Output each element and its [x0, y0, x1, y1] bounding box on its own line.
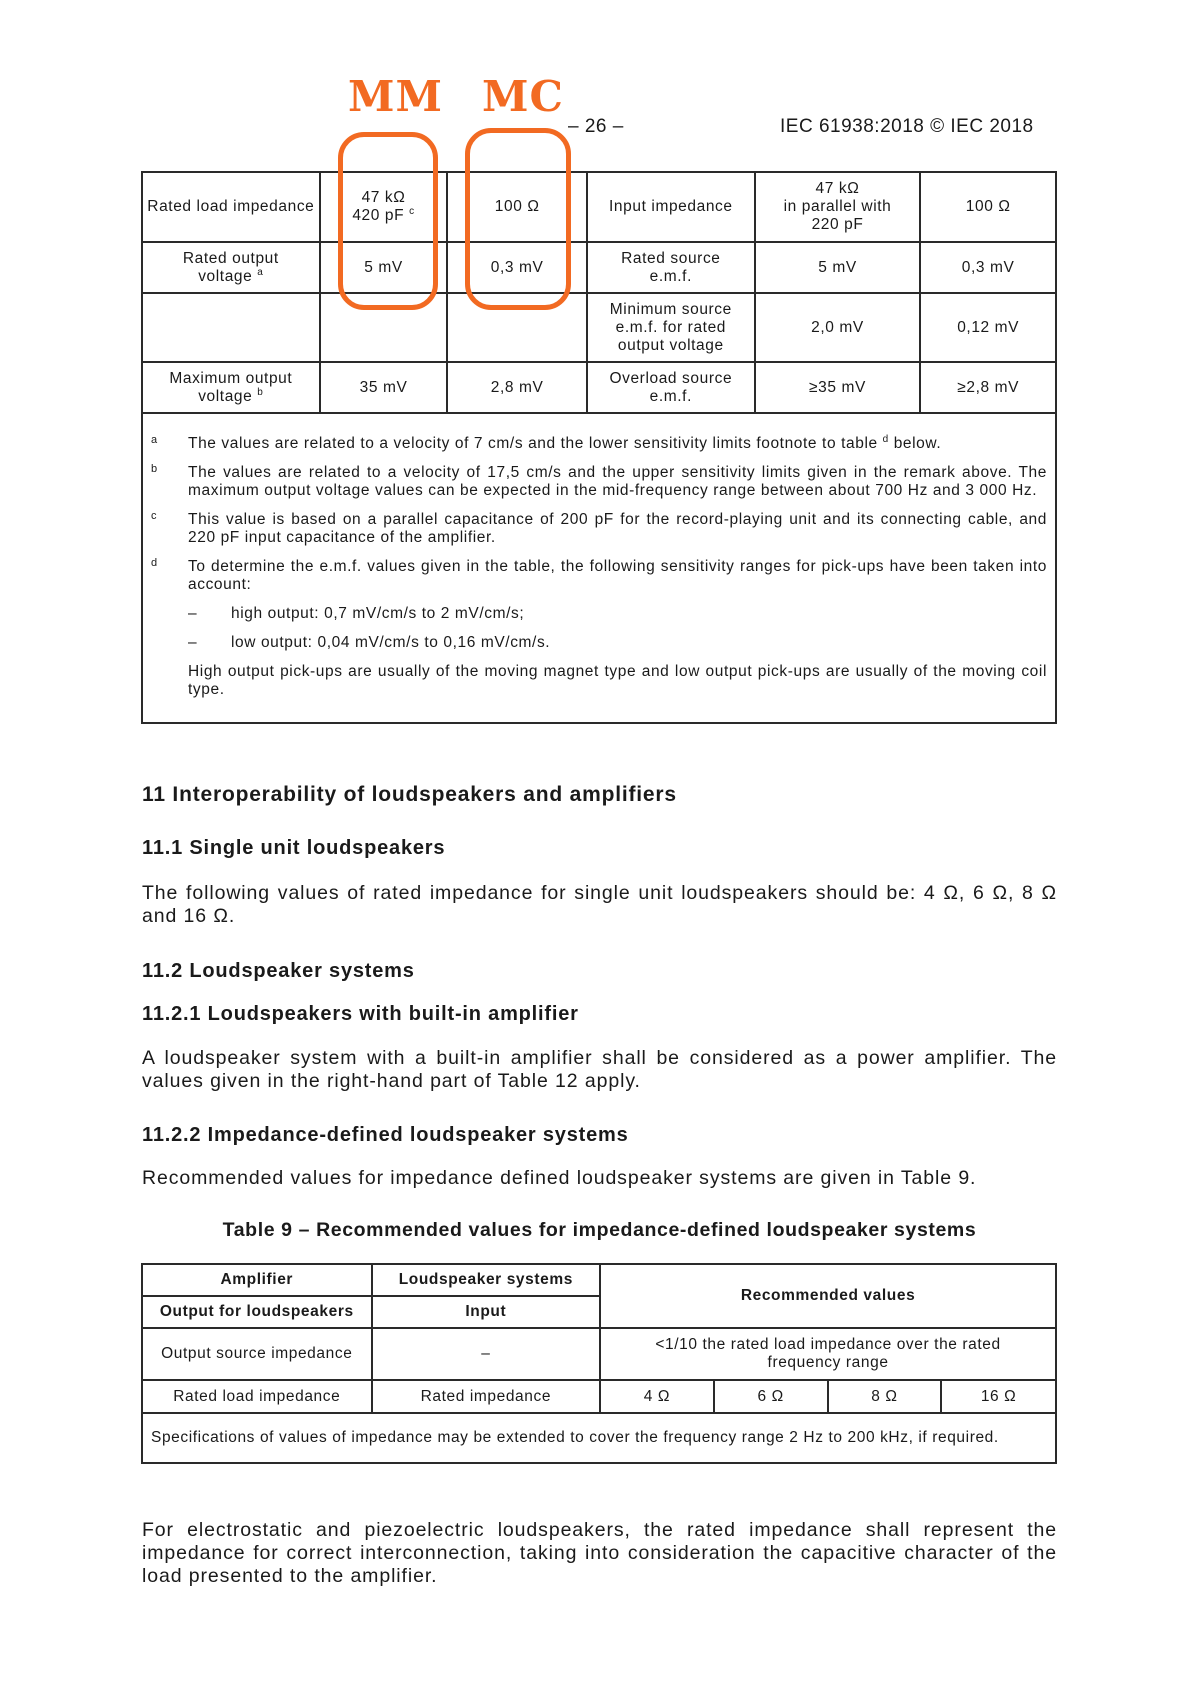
table-9-caption: Table 9 – Recommended values for impedance-defined loudspeaker systems	[222, 1219, 977, 1241]
mc-highlight-box	[465, 128, 571, 310]
table-row	[142, 1328, 1056, 1380]
cell: Maximum output voltage $^b$	[142, 362, 320, 413]
cell: 4 Ω	[600, 1380, 714, 1413]
footnote-d-item-high: – high output: 0,7 mV/cm/s to 2 mV/cm/s;	[188, 605, 525, 622]
cell: Rated source e.m.f.	[587, 242, 755, 293]
cell	[142, 293, 320, 362]
cell: 35 mV	[320, 362, 448, 413]
header-cell: Recommended values	[600, 1264, 1056, 1328]
cell: Rated load impedance	[142, 172, 320, 242]
section-11-2-1-heading: 11.2.1 Loudspeakers with built-in amplifier	[142, 1003, 579, 1025]
table-row	[142, 293, 1056, 362]
cell: 0,3 mV	[920, 242, 1056, 293]
cell: Overload source e.m.f.	[587, 362, 755, 413]
cell: Minimum source e.m.f. for rated output voltage	[587, 293, 755, 362]
footnote-c: c This value is based on a parallel capacitance of 200 pF for the record-playing unit and its connecting cable, and 220 pF input capacitance of the amplifier.	[151, 510, 1047, 546]
table-row	[142, 1264, 1056, 1296]
cell: ≥2,8 mV	[920, 362, 1056, 413]
cell: 2,8 mV	[447, 362, 587, 413]
cell: 5 mV	[320, 242, 448, 293]
table-12	[141, 171, 1057, 724]
cell: 8 Ω	[828, 1380, 942, 1413]
table-row	[142, 1413, 1056, 1463]
section-11-2-1-paragraph: A loudspeaker system with a built-in amplifier shall be considered as a power amplifier. The values given in the right-hand part of Table 12 apply.	[142, 1047, 1057, 1092]
cell: 100 Ω	[447, 172, 587, 242]
mc-annotation: MC	[482, 72, 564, 121]
cell: 5 mV	[755, 242, 921, 293]
mm-highlight-box	[338, 132, 438, 310]
cell: 47 kΩ in parallel with 220 pF	[755, 172, 921, 242]
table-9-footnote: Specifications of values of impedance may be extended to cover the frequency range 2 Hz to 200 kHz, if required.	[142, 1413, 1056, 1463]
cell: –	[372, 1328, 601, 1380]
table-row	[142, 242, 1056, 293]
standard-reference: IEC 61938:2018 © IEC 2018	[780, 116, 1034, 137]
table-row	[142, 1380, 1056, 1413]
closing-paragraph: For electrostatic and piezoelectric loudspeakers, the rated impedance shall represent the impedance for correct interconnection, taking into consideration the capacitive character of the load presented to the amplifier.	[142, 1519, 1057, 1587]
section-11-2-2-heading: 11.2.2 Impedance-defined loudspeaker systems	[142, 1124, 629, 1146]
header-cell: Loudspeaker systems	[372, 1264, 601, 1296]
cell: Rated output voltage $^a$	[142, 242, 320, 293]
section-11-heading: 11 Interoperability of loudspeakers and amplifiers	[142, 783, 677, 806]
header-cell: Amplifier	[142, 1264, 372, 1296]
section-11-1-paragraph: The following values of rated impedance for single unit loudspeakers should be: 4 Ω, 6 Ω, 8 Ω and 16 Ω.	[142, 882, 1057, 927]
cell: 100 Ω	[920, 172, 1056, 242]
table-row	[142, 362, 1056, 413]
cell: Output source impedance	[142, 1328, 372, 1380]
cell: Input impedance	[587, 172, 755, 242]
cell: 0,12 mV	[920, 293, 1056, 362]
footnote-d: d To determine the e.m.f. values given in the table, the following sensitivity ranges for pick-ups have been taken into account:	[151, 557, 1047, 593]
section-11-2-2-paragraph: Recommended values for impedance defined loudspeaker systems are given in Table 9.	[142, 1167, 977, 1189]
section-11-2-heading: 11.2 Loudspeaker systems	[142, 960, 415, 982]
table-row	[142, 172, 1056, 242]
mm-annotation: MM	[348, 72, 443, 121]
header-cell: Output for loudspeakers	[142, 1296, 372, 1328]
page-number: – 26 –	[568, 116, 624, 137]
table-notes	[142, 413, 1056, 723]
cell: 16 Ω	[941, 1380, 1056, 1413]
cell: 2,0 mV	[755, 293, 921, 362]
section-11-1-heading: 11.1 Single unit loudspeakers	[142, 837, 446, 859]
cell: Rated impedance	[372, 1380, 601, 1413]
cell: ≥35 mV	[755, 362, 921, 413]
cell: Rated load impedance	[142, 1380, 372, 1413]
cell: 0,3 mV	[447, 242, 587, 293]
footnote-b: b The values are related to a velocity of 17,5 cm/s and the upper sensitivity limits given in the remark above. The maximum output voltage values can be expected in the mid-frequency range between about 700 Hz and 3 000 Hz.	[151, 463, 1047, 499]
cell: 47 kΩ 420 pF $^c$	[320, 172, 448, 242]
table-notes-row	[142, 413, 1056, 723]
cell: 6 Ω	[714, 1380, 828, 1413]
footnote-d-item-low: – low output: 0,04 mV/cm/s to 0,16 mV/cm/s.	[188, 634, 551, 651]
header-cell: Input	[372, 1296, 601, 1328]
cell: <1/10 the rated load impedance over the rated frequency range	[600, 1328, 1056, 1380]
footnote-a: a The values are related to a velocity of 7 cm/s and the lower sensitivity limits footnote to table $^d$ below.	[151, 433, 942, 452]
footnote-d-remark: High output pick-ups are usually of the moving magnet type and low output pick-ups are usually of the moving coil type.	[188, 663, 1047, 698]
table-9	[141, 1263, 1057, 1464]
